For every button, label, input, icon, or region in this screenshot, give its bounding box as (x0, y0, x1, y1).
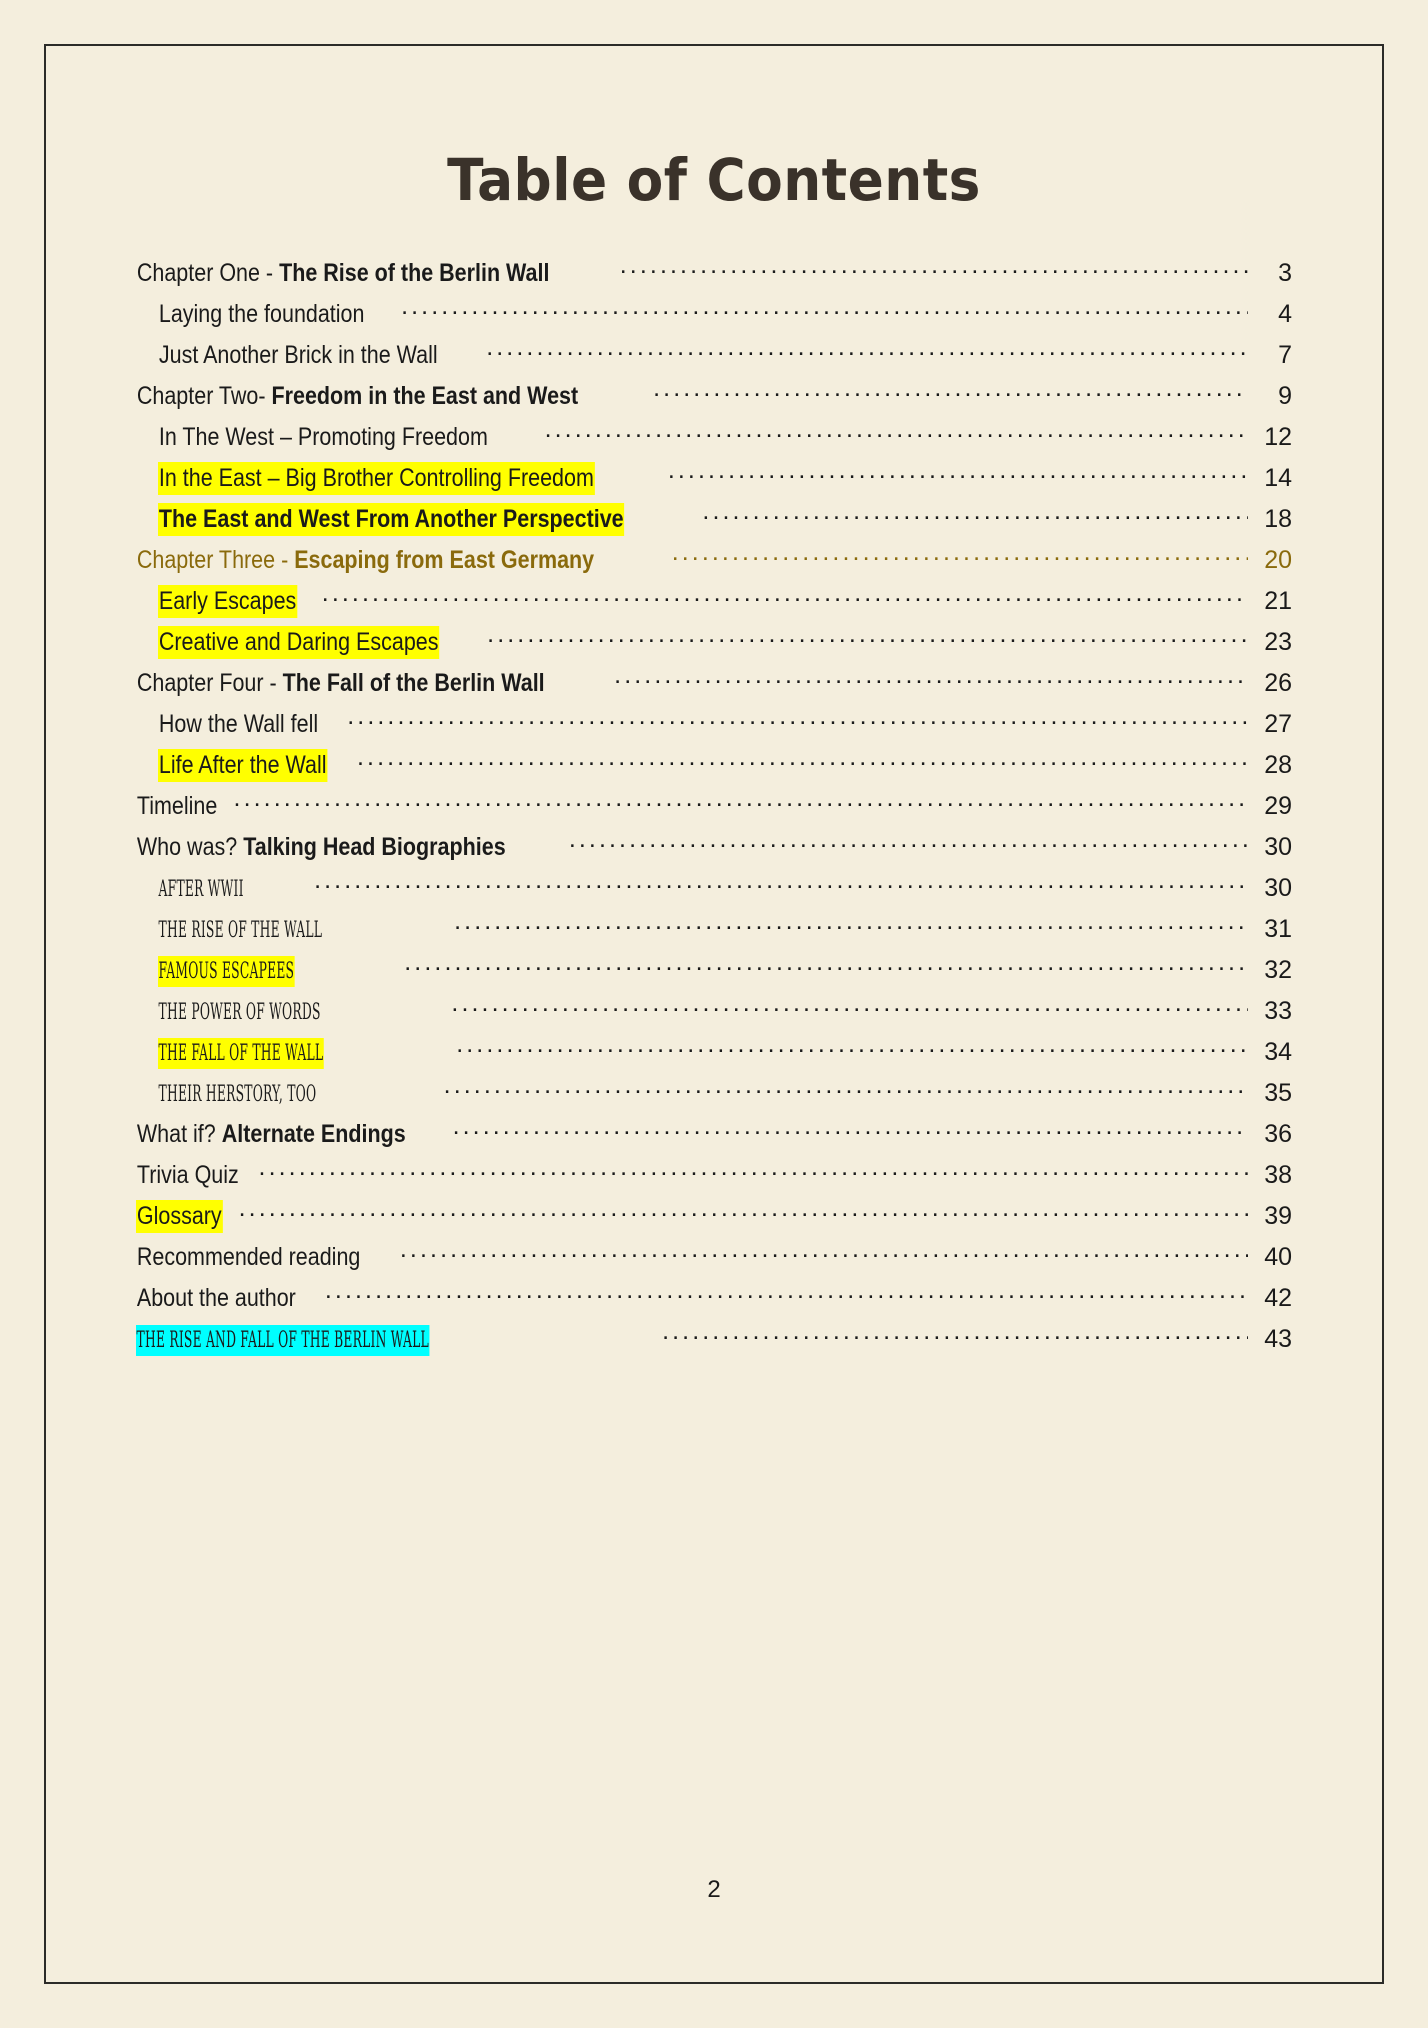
toc-leader-dots (454, 921, 1248, 937)
toc-entry[interactable] (136, 1245, 1292, 1286)
toc-entry-text (136, 1241, 361, 1274)
toc-entry-page-number: 43 (1264, 1325, 1292, 1353)
toc-entry[interactable] (136, 1327, 1292, 1368)
toc-entry-prefix: FAMOUS ESCAPEES (158, 959, 295, 984)
toc-entry-text (136, 257, 550, 290)
toc-entry-page-number: 30 (1264, 833, 1292, 861)
toc-entry-highlight (158, 503, 624, 536)
toc-entry-label (158, 507, 624, 532)
toc-entry-prefix: In The West – Promoting Freedom (158, 423, 488, 451)
toc-entry-page-number: 27 (1264, 710, 1292, 738)
toc-entry-highlight (158, 585, 297, 618)
toc-entry-page-number: 35 (1264, 1079, 1292, 1107)
page-frame (44, 44, 1384, 1984)
toc-entry-label (136, 835, 507, 860)
toc-entry-prefix: AFTER WWII (158, 877, 244, 902)
toc-leader-dots (672, 552, 1248, 568)
toc-entry-emphasis: The Rise of the Berlin Wall (279, 259, 550, 287)
toc-entry-page-number: 7 (1278, 341, 1292, 369)
toc-leader-dots (486, 347, 1248, 363)
toc-entry-prefix: THEIR HERSTORY, TOO (158, 1082, 317, 1107)
toc-entry-page-number: 29 (1264, 792, 1292, 820)
toc-leader-dots (487, 634, 1248, 650)
toc-entry[interactable] (136, 876, 1292, 917)
toc-entry-text (136, 831, 507, 864)
toc-entry-page-number: 23 (1264, 628, 1292, 656)
toc-entry-emphasis: Freedom in the East and West (271, 382, 579, 410)
toc-entry-highlight (136, 1325, 429, 1356)
toc-entry-page-number: 31 (1264, 915, 1292, 943)
toc-entry-page-number: 3 (1278, 259, 1292, 287)
toc-entry-prefix: Creative and Daring Escapes (158, 628, 439, 656)
toc-entry[interactable] (136, 425, 1292, 466)
toc-entry-text (158, 298, 365, 331)
toc-entry-text (158, 1079, 317, 1110)
toc-entry-text (158, 708, 319, 741)
toc-leader-dots (451, 1003, 1248, 1019)
toc-entry-label (158, 343, 439, 368)
toc-entry[interactable] (136, 671, 1292, 712)
toc-entry-prefix: Just Another Brick in the Wall (158, 341, 438, 369)
toc-entry-page-number: 14 (1264, 464, 1292, 492)
toc-entry-emphasis: Alternate Endings (221, 1120, 406, 1148)
toc-entry-page-number: 12 (1264, 423, 1292, 451)
toc-entry-highlight (158, 1038, 324, 1069)
toc-entry-page-number: 4 (1278, 300, 1292, 328)
toc-entry-prefix: What if? (136, 1120, 222, 1148)
toc-entry[interactable] (136, 507, 1292, 548)
toc-entry-page-number: 20 (1264, 546, 1292, 574)
toc-entry[interactable] (136, 1286, 1292, 1327)
toc-entry-highlight (158, 956, 295, 987)
toc-entry-emphasis: Talking Head Biographies (243, 833, 506, 861)
toc-entry-page-number: 32 (1264, 956, 1292, 984)
toc-leader-dots (620, 265, 1248, 281)
toc-entry-prefix: In the East – Big Brother Controlling Freedom (158, 464, 594, 492)
toc-entry-label (158, 1083, 317, 1106)
page-title: Table of Contents (447, 146, 981, 214)
toc-entry-prefix: Recommended reading (136, 1243, 361, 1271)
toc-entry[interactable] (136, 630, 1292, 671)
toc-leader-dots (444, 1085, 1248, 1101)
toc-leader-dots (662, 1331, 1248, 1347)
toc-entry-emphasis: Escaping from East Germany (294, 546, 595, 574)
toc-entry-prefix: Chapter Two- (136, 382, 272, 410)
toc-entry-prefix: THE RISE AND FALL OF THE BERLIN WALL (136, 1328, 429, 1353)
toc-entry-page-number: 26 (1264, 669, 1292, 697)
toc-entry-prefix: Laying the foundation (158, 300, 365, 328)
toc-entry-highlight (158, 749, 327, 782)
toc-entry-label (158, 712, 319, 737)
toc-entry-highlight (158, 462, 595, 495)
toc-entry-text (136, 1118, 407, 1151)
toc-entry-label (136, 1245, 361, 1270)
toc-entry-page-number: 36 (1264, 1120, 1292, 1148)
toc-leader-dots (653, 388, 1248, 404)
toc-entry-label (136, 384, 579, 409)
toc-entry[interactable] (136, 548, 1292, 589)
toc-entry-prefix: Chapter Three - (136, 546, 295, 574)
toc-entry-prefix: Life After the Wall (158, 751, 327, 779)
toc-entry[interactable] (136, 302, 1292, 343)
toc-entry-text (136, 1282, 297, 1315)
toc-entry-label (158, 425, 489, 450)
toc-leader-dots (357, 757, 1248, 773)
toc-entry-text (136, 790, 218, 823)
toc-leader-dots (456, 1044, 1248, 1060)
toc-leader-dots (614, 675, 1248, 691)
toc-entry-label (136, 794, 218, 819)
toc-entry-page-number: 18 (1264, 505, 1292, 533)
toc-entry-label (136, 1204, 223, 1229)
toc-entry-label (158, 878, 244, 901)
toc-entry-prefix: Timeline (136, 792, 218, 820)
table-of-contents-list (136, 261, 1292, 1368)
page-content (46, 46, 1382, 1982)
toc-entry-prefix: Trivia Quiz (136, 1161, 239, 1189)
toc-leader-dots (404, 962, 1248, 978)
toc-entry[interactable] (136, 384, 1292, 425)
toc-leader-dots (569, 839, 1248, 855)
toc-entry[interactable] (136, 261, 1292, 302)
toc-entry[interactable] (136, 1163, 1292, 1204)
toc-entry-prefix: Early Escapes (158, 587, 297, 615)
toc-entry-label (158, 302, 365, 327)
toc-leader-dots (545, 429, 1248, 445)
toc-leader-dots (401, 306, 1248, 322)
toc-entry[interactable] (136, 589, 1292, 630)
toc-entry-label (158, 589, 297, 614)
toc-entry-label (136, 1329, 429, 1352)
toc-entry-page-number: 21 (1264, 587, 1292, 615)
toc-entry[interactable] (136, 1040, 1292, 1081)
toc-entry-prefix: How the Wall fell (158, 710, 319, 738)
toc-entry-page-number: 42 (1264, 1284, 1292, 1312)
toc-entry-page-number: 28 (1264, 751, 1292, 779)
toc-entry-label (158, 919, 323, 942)
toc-entry-prefix: About the author (136, 1284, 296, 1312)
toc-entry-highlight (158, 626, 439, 659)
toc-entry-text (158, 339, 439, 372)
toc-entry-label (158, 630, 439, 655)
toc-entry-prefix: THE RISE OF THE WALL (158, 918, 323, 943)
toc-entry-label (136, 1122, 407, 1147)
toc-leader-dots (453, 1126, 1248, 1142)
toc-entry-page-number: 9 (1278, 382, 1292, 410)
toc-leader-dots (239, 1208, 1248, 1224)
toc-entry-text (158, 915, 323, 946)
toc-entry-text (136, 380, 579, 413)
toc-entry[interactable] (136, 466, 1292, 507)
toc-entry[interactable] (136, 917, 1292, 958)
toc-entry-prefix: THE POWER OF WORDS (158, 1000, 321, 1025)
toc-entry-prefix: Chapter One - (136, 259, 280, 287)
toc-entry-label (136, 1163, 240, 1188)
toc-entry-text (158, 874, 244, 905)
toc-entry-text (136, 1159, 240, 1192)
toc-leader-dots (702, 511, 1248, 527)
toc-leader-dots (325, 1290, 1248, 1306)
toc-entry-page-number: 30 (1264, 874, 1292, 902)
toc-entry-label (158, 1042, 324, 1065)
toc-entry[interactable] (136, 343, 1292, 384)
toc-entry-label (158, 960, 295, 983)
toc-entry[interactable] (136, 1204, 1292, 1245)
toc-entry[interactable] (136, 1081, 1292, 1122)
toc-entry-prefix: Glossary (136, 1202, 222, 1230)
toc-entry-text (136, 667, 546, 700)
toc-leader-dots (322, 593, 1248, 609)
toc-entry-text (136, 544, 595, 577)
toc-leader-dots (347, 716, 1248, 732)
toc-entry-label (158, 466, 595, 491)
toc-leader-dots (259, 1167, 1248, 1183)
toc-entry-page-number: 39 (1264, 1202, 1292, 1230)
toc-entry-text (158, 421, 489, 454)
toc-entry[interactable] (136, 958, 1292, 999)
toc-entry-emphasis: The Fall of the Berlin Wall (282, 669, 545, 697)
toc-entry-prefix: THE FALL OF THE WALL (158, 1041, 324, 1066)
toc-entry[interactable] (136, 794, 1292, 835)
toc-leader-dots (234, 798, 1248, 814)
toc-entry[interactable] (136, 999, 1292, 1040)
toc-entry-label (158, 1001, 321, 1024)
toc-leader-dots (400, 1249, 1248, 1265)
toc-entry-label (136, 261, 550, 286)
toc-entry-label (158, 753, 327, 778)
toc-entry-label (136, 1286, 297, 1311)
toc-entry-page-number: 40 (1264, 1243, 1292, 1271)
toc-entry-label (136, 671, 546, 696)
toc-entry[interactable] (136, 753, 1292, 794)
toc-entry-page-number: 38 (1264, 1161, 1292, 1189)
toc-entry-page-number: 34 (1264, 1038, 1292, 1066)
toc-entry[interactable] (136, 712, 1292, 753)
toc-leader-dots (668, 470, 1248, 486)
toc-leader-dots (314, 880, 1248, 896)
toc-entry[interactable] (136, 1122, 1292, 1163)
toc-entry-prefix: Who was? (136, 833, 244, 861)
footer-page-number: 2 (707, 1876, 721, 1903)
toc-entry-highlight (136, 1200, 223, 1233)
toc-entry-prefix: Chapter Four - (136, 669, 283, 697)
toc-entry-label (136, 548, 595, 573)
toc-entry[interactable] (136, 835, 1292, 876)
toc-entry-emphasis: The East and West From Another Perspective (158, 505, 624, 533)
toc-entry-page-number: 33 (1264, 997, 1292, 1025)
toc-entry-text (158, 997, 321, 1028)
